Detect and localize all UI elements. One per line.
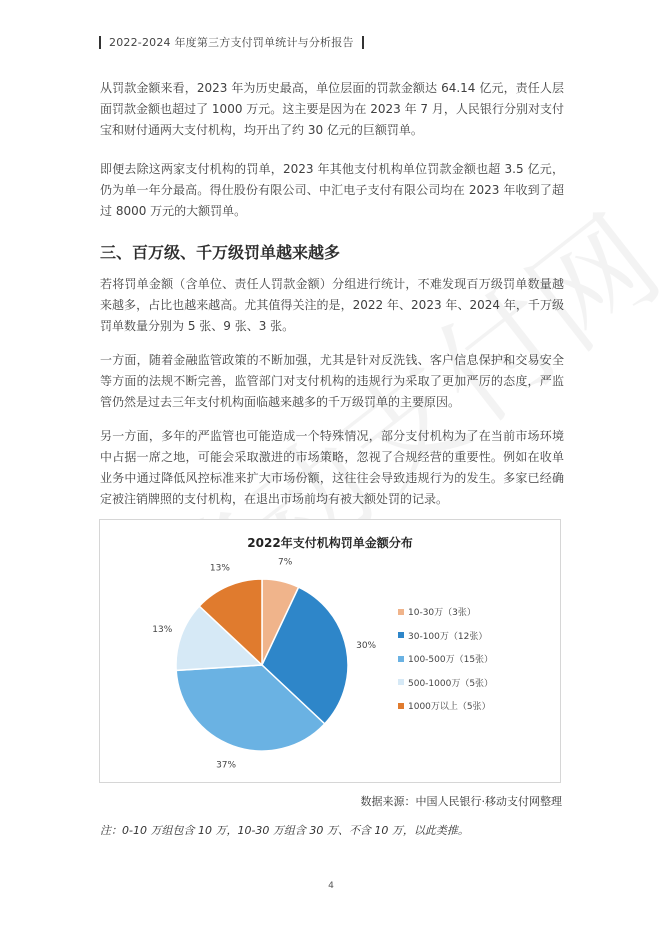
paragraph-excluding-two: 即便去除这两家支付机构的罚单，2023 年其他支付机构单位罚款金额也超 3.5 亿元，仍为单一年分最高。得仕股份有限公司、中汇电子支付有限公司均在 2023 年收到了超过 8000 万元的大额罚单。 (100, 162, 564, 218)
data-source: 数据来源：中国人民银行·移动支付网整理 (360, 795, 562, 808)
chart-legend (398, 600, 493, 718)
footnote: 注：0-10 万组包含 10 万，10-30 万组含 30 万、不含 10 万，以此类推。 (100, 824, 469, 837)
pie-label-0: 7% (277, 557, 293, 568)
legend-swatch-1 (398, 632, 404, 638)
header-title: 2022-2024 年度第三方支付罚单统计与分析报告 (109, 36, 354, 49)
pie-chart-panel (99, 519, 561, 783)
legend-swatch-2 (398, 656, 404, 662)
paragraph-regulation: 一方面，随着金融监管政策的不断加强，尤其是针对反洗钱、客户信息保护和交易安全等方面的法规不断完善，监管部门对支付机构的违规行为采取了更加严厉的态度，严监管仍然是过去三年支付机构面临越来越多的千万级罚单的主要原因。 (100, 353, 564, 409)
legend-swatch-0 (398, 609, 404, 615)
legend-label-1: 30-100万（12张） (408, 631, 488, 642)
legend-item-0 (398, 600, 493, 624)
page-header (99, 34, 364, 50)
legend-swatch-3 (398, 679, 404, 685)
pie-label-2: 37% (216, 760, 237, 771)
pie-label-4: 13% (209, 563, 230, 574)
header-right-bar (362, 36, 364, 49)
pie-label-1: 30% (356, 641, 377, 652)
legend-swatch-4 (398, 703, 404, 709)
legend-label-0: 10-30万（3张） (408, 608, 476, 619)
section-heading: 三、百万级、千万级罚单越来越多 (100, 243, 341, 262)
paragraph-penalty-amount: 从罚款金额来看，2023 年为历史最高，单位层面的罚款金额达 64.14 亿元，责任人层面罚款金额也超过了 1000 万元。这主要是因为在 2023 年 7 月，人民银行分别对支付宝和财付通两大支付机构，均开出了约 30 亿元的巨额罚单。 (100, 81, 564, 137)
legend-label-4: 1000万以上（5张） (408, 702, 491, 713)
legend-item-2 (398, 647, 493, 671)
paragraph-grouping: 若将罚单金额（含单位、责任人罚款金额）分组进行统计，不难发现百万级罚单数量越来越多，占比也越来越高。尤其值得关注的是，2022 年、2023 年、2024 年，千万级罚单数量分别为 5 张、9 张、3 张。 (100, 277, 564, 333)
paragraph-market-strategy: 另一方面，多年的严监管也可能造成一个特殊情况，部分支付机构为了在当前市场环境中占据一席之地，可能会采取激进的市场策略，忽视了合规经营的重要性。例如在收单业务中通过降低风控标准来扩大市场份额，这往往会导致违规行为的发生。多家已经确定被注销牌照的支付机构，在退出市场前均有被大额处罚的记录。 (100, 429, 564, 506)
page-number: 4 (328, 881, 334, 891)
legend-label-2: 100-500万（15张） (408, 655, 494, 666)
header-left-bar (99, 36, 101, 49)
legend-item-3 (398, 671, 493, 695)
legend-item-4 (398, 694, 493, 718)
chart-title: 2022年支付机构罚单金额分布 (247, 536, 413, 550)
pie-label-3: 13% (152, 625, 173, 636)
legend-label-3: 500-1000万（5张） (408, 678, 494, 689)
legend-item-1 (398, 624, 493, 648)
